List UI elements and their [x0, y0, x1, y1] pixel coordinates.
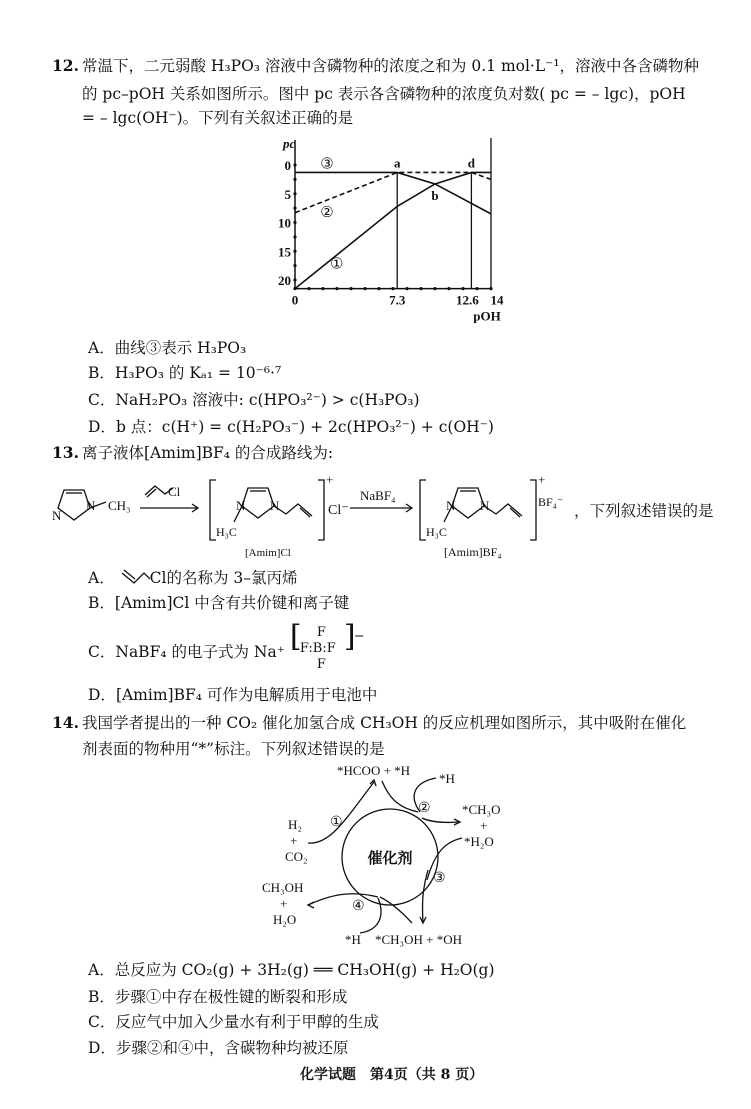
- option-text: Cl的名称为 3–氯丙烯: [149, 569, 298, 587]
- amim-bf4-name: [Amim]BF₄: [444, 545, 502, 559]
- option-label: C．: [88, 391, 116, 409]
- y-tick-dot: [293, 207, 296, 210]
- option-c[interactable]: [88, 619, 365, 672]
- option-text: [Amim]Cl 中含有共价键和离子键: [114, 594, 350, 612]
- option-label: A．: [88, 569, 115, 587]
- option-text: 步骤②和④中，含碳物种均被还原: [115, 1039, 349, 1057]
- lewis-top: F: [316, 625, 326, 640]
- option-text: b 点：c(H⁺) = c(H₂PO₃⁻) + 2c(HPO₃²⁻) + c(OH⁻): [115, 418, 494, 436]
- plus-sign: +: [480, 818, 488, 833]
- h3c-label: H₃C: [426, 525, 447, 539]
- x-tick-label: 12.6: [456, 292, 479, 308]
- scheme-tail-text: ，下列叙述错误的是: [574, 502, 714, 520]
- point-a-label: a: [393, 155, 401, 171]
- option-label: C．: [88, 1013, 116, 1031]
- plus-sign: +: [280, 896, 288, 911]
- question-12-number: 12.: [52, 56, 79, 75]
- option-text: NaBF₄ 的电子式为 Na⁺: [115, 643, 285, 661]
- x-tick-dot: [377, 287, 380, 290]
- curve-c1: [295, 172, 491, 288]
- option-text: 曲线③表示 H₃PO₃: [114, 339, 247, 357]
- y-tick-dot: [293, 278, 296, 281]
- y-tick-label: 5: [284, 186, 291, 202]
- question-12-stem-line1: 常温下，二元弱酸 H₃PO₃ 溶液中含磷物种的浓度之和为 0.1 mol·L⁻¹，溶液中各含磷物种: [82, 57, 700, 75]
- x-tick-label: 14: [490, 292, 504, 308]
- y-tick-label: 10: [278, 215, 291, 231]
- lewis-center: F:B:F: [299, 641, 336, 656]
- point-d-label: d: [467, 155, 476, 171]
- option-label: D．: [88, 1039, 116, 1057]
- pc-poh-graph: [260, 130, 530, 330]
- charge-label: +: [326, 472, 334, 487]
- step1-arrow: [308, 782, 374, 843]
- option-c[interactable]: [88, 390, 420, 410]
- option-label: B．: [88, 594, 115, 612]
- option-b[interactable]: [88, 987, 347, 1007]
- option-text: 反应气中加入少量水有利于甲醇的生成: [115, 1013, 379, 1031]
- option-c[interactable]: [88, 1012, 379, 1032]
- option-label: D．: [88, 686, 116, 704]
- x-tick-dot: [307, 287, 310, 290]
- x-tick-dot: [349, 287, 352, 290]
- option-a[interactable]: [88, 568, 298, 588]
- ch3o-label: *CH₃O: [462, 802, 501, 817]
- allyl-chloride-cl: Cl: [168, 484, 181, 499]
- x-tick-dot: [391, 287, 394, 290]
- h2o-right-label: *H₂O: [464, 834, 494, 849]
- lewis-bottom: F: [316, 657, 326, 672]
- option-a[interactable]: [88, 960, 495, 980]
- synthesis-scheme: [40, 470, 750, 560]
- option-label: D．: [88, 418, 116, 436]
- option-label: B．: [88, 364, 115, 382]
- allyl-skeleton-icon: [120, 569, 150, 585]
- svg-text:N: N: [52, 508, 62, 523]
- curve-1-label: ①: [330, 256, 344, 273]
- y-tick-dot: [293, 264, 296, 267]
- x-tick-dot: [475, 287, 478, 290]
- option-d[interactable]: [88, 1038, 348, 1058]
- y-tick-label: 0: [284, 158, 291, 173]
- amim-cl-name: [Amim]Cl: [245, 547, 291, 559]
- h2-reactant-label: H₂: [288, 817, 302, 832]
- option-text: 步骤①中存在极性键的断裂和形成: [114, 988, 348, 1006]
- svg-text:N: N: [446, 498, 456, 513]
- option-text: NaH₂PO₃ 溶液中: c(HPO₃²⁻) > c(H₃PO₃): [115, 391, 420, 409]
- point-b-label: b: [431, 187, 439, 203]
- option-b[interactable]: [88, 363, 281, 383]
- step1-label: ①: [330, 815, 343, 830]
- step3-label: ③: [433, 871, 446, 886]
- x-tick-dot: [461, 287, 464, 290]
- hcoo-h-label: *HCOO + *H: [337, 763, 411, 778]
- question-14-number: 14.: [52, 713, 79, 732]
- y-axis-label: pc: [283, 136, 296, 151]
- question-14-stem-line1: 我国学者提出的一种 CO₂ 催化加氢合成 CH₃OH 的反应机理如图所示，其中吸附在催化: [82, 714, 687, 732]
- co2-reactant-label: CO₂: [285, 849, 308, 864]
- x-tick-label: 7.3: [389, 292, 406, 308]
- methyl-label: CH₃: [108, 498, 131, 513]
- x-tick-dot: [419, 287, 422, 290]
- ch3oh-product-label: CH₃OH: [262, 880, 304, 895]
- option-label: B．: [88, 988, 115, 1006]
- y-tick-dot: [293, 221, 296, 224]
- bf4-anion: BF₄⁻: [538, 495, 564, 509]
- chloride-anion: Cl⁻: [328, 503, 349, 518]
- y-tick-dot: [293, 250, 296, 253]
- question-13-title: 离子液体[Amim]BF₄ 的合成路线为:: [82, 444, 334, 462]
- h3c-label: H₃C: [216, 525, 237, 539]
- y-tick-dot: [293, 192, 296, 195]
- x-tick-dot: [363, 287, 366, 290]
- x-tick-dot: [405, 287, 408, 290]
- x-tick-label: 0: [291, 292, 299, 308]
- y-tick-label: 15: [278, 244, 291, 260]
- reaction-mechanism-cycle: [250, 760, 520, 960]
- x-tick-dot: [321, 287, 324, 290]
- option-b[interactable]: [88, 593, 349, 613]
- svg-text:N: N: [480, 498, 490, 513]
- option-label: C．: [88, 643, 116, 661]
- x-axis-label: pOH: [473, 308, 501, 324]
- x-tick-dot: [335, 287, 338, 290]
- option-label: A．: [88, 961, 115, 979]
- nabf4-reagent: NaBF₄: [360, 488, 396, 503]
- option-text: H₃PO₃ 的 Kₐ₁ = 10⁻⁶·⁷: [114, 364, 282, 382]
- option-label: A．: [88, 339, 115, 357]
- charge-label: +: [538, 472, 546, 487]
- question-12-stem-line2: 的 pc–pOH 关系如图所示。图中 pc 表示各含磷物种的浓度负对数( pc = – lgc)，pOH: [82, 85, 686, 103]
- y-tick-dot: [293, 235, 296, 238]
- option-d[interactable]: [88, 685, 377, 705]
- question-14-stem-line2: 剂表面的物种用“*”标注。下列叙述错误的是: [82, 740, 385, 758]
- option-a[interactable]: [88, 338, 246, 358]
- question-12-stem-line3: = – lgc(OH⁻)。下列有关叙述正确的是: [82, 109, 354, 127]
- x-tick-dot: [489, 287, 492, 290]
- lewis-charge: −: [353, 629, 365, 644]
- step4-label: ④: [352, 899, 365, 914]
- svg-text:N: N: [86, 498, 96, 513]
- y-tick-dot: [293, 163, 296, 166]
- question-13-number: 13.: [52, 443, 79, 462]
- h-top-label: *H: [439, 771, 455, 786]
- x-tick-dot: [447, 287, 450, 290]
- catalyst-label: 催化剂: [367, 849, 413, 867]
- bf4-lewis-structure: [ F:B:F F F ] −: [290, 637, 360, 657]
- y-tick-label: 20: [278, 273, 291, 288]
- curve-3-label: ③: [320, 156, 334, 173]
- option-text: [Amim]BF₄ 可作为电解质用于电池中: [115, 686, 378, 704]
- svg-text:N: N: [270, 498, 280, 513]
- plus-sign: +: [290, 833, 298, 848]
- x-tick-dot: [433, 287, 436, 290]
- y-tick-dot: [293, 178, 296, 181]
- h2o-product-label: H₂O: [273, 912, 297, 927]
- page-footer: 化学试题 第4页（共 8 页）: [300, 1067, 484, 1083]
- step2-label: ②: [418, 801, 431, 816]
- h-bottom-label: *H: [345, 932, 361, 947]
- ch3oh-oh-label: *CH₃OH + *OH: [375, 932, 462, 947]
- option-text: 总反应为 CO₂(g) + 3H₂(g) ══ CH₃OH(g) + H₂O(g): [114, 961, 495, 979]
- svg-text:N: N: [236, 498, 246, 513]
- curve-2-label: ②: [320, 204, 334, 221]
- option-d[interactable]: [88, 417, 494, 437]
